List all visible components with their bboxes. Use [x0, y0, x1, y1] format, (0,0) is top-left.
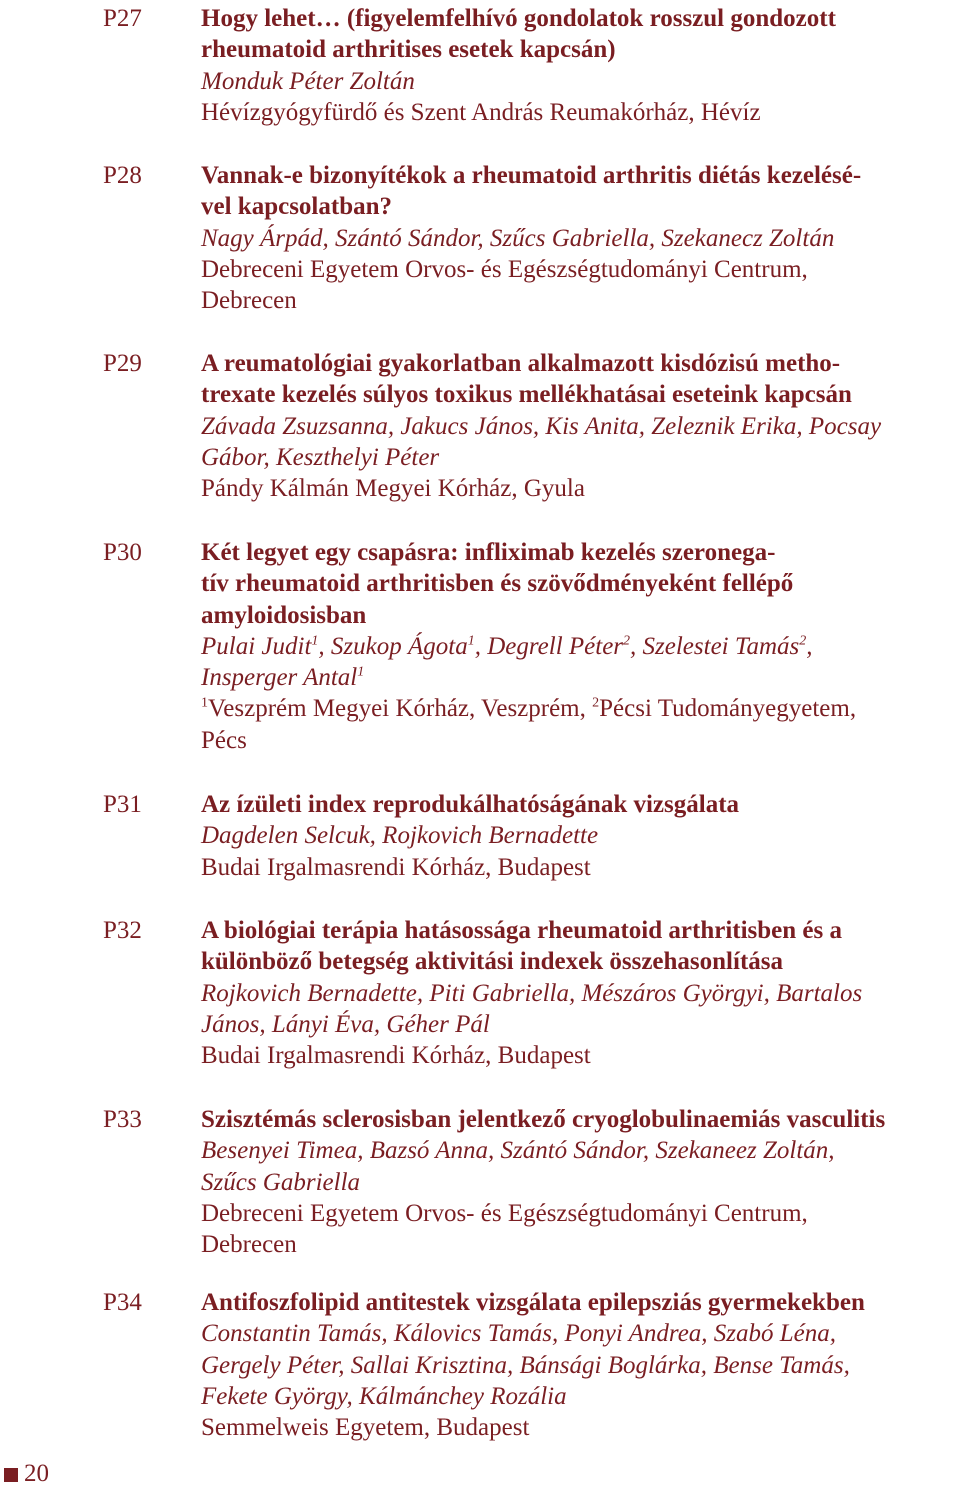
poster-authors: Rojkovich Bernadette, Piti Gabriella, Mészáros Györgyi, Bartalos János, Lányi Éva, Géher Pál	[201, 979, 863, 1038]
poster-authors: Pulai Judit$^1$, Szukop Ágota$^1$, Degrell Péter$^2$, Szelestei Tamás$^2$, Insperger Antal$^1$	[201, 632, 813, 692]
entry-body	[201, 160, 953, 316]
square-bullet-icon	[4, 1468, 18, 1482]
poster-institution: Debreceni Egyetem Orvos- és Egészségtudományi Centrum, Debrecen	[201, 1199, 808, 1259]
entry-body	[201, 789, 953, 883]
entry-body	[201, 537, 953, 756]
poster-authors: Besenyei Timea, Bazsó Anna, Szántó Sándor, Szekaneez Zoltán, Szűcs Gabriella	[201, 1137, 835, 1196]
poster-title: A reumatológiai gyakorlatban alkalmazott kisdózisú metho- trexate kezelés súlyos toxikus mellékhatásai eseteink kapcsán	[201, 350, 852, 409]
poster-institution: Budai Irgalmasrendi Kórház, Budapest	[201, 1042, 591, 1070]
poster-institution: Budai Irgalmasrendi Kórház, Budapest	[201, 853, 591, 881]
poster-title: Az ízületi index reprodukálhatóságának vizsgálata	[201, 791, 740, 818]
poster-title: Két legyet egy csapásra: infliximab kezelés szeronega- tív rheumatoid arthritisben és szövődményeként fellépő amyloidosisban	[201, 539, 794, 629]
poster-authors: Dagdelen Selcuk, Rojkovich Bernadette	[201, 822, 599, 850]
poster-code: P28	[103, 162, 142, 189]
poster-authors: Závada Zsuzsanna, Jakucs János, Kis Anita, Zeleznik Erika, Pocsay Gábor, Keszthelyi Péter	[201, 412, 882, 471]
poster-code: P29	[103, 350, 142, 377]
poster-institution: Debreceni Egyetem Orvos- és Egészségtudományi Centrum, Debrecen	[201, 255, 808, 315]
poster-authors: Constantin Tamás, Kálovics Tamás, Ponyi Andrea, Szabó Léna, Gergely Péter, Sallai Krisztina, Bánsági Boglárka, Bense Tamás, Fekete György, Kálmánchey Rozália	[201, 1320, 850, 1410]
poster-authors: Nagy Árpád, Szántó Sándor, Szűcs Gabriella, Szekanecz Zoltán	[201, 224, 835, 252]
poster-institution: Hévízgyógyfürdő és Szent András Reumakórház, Hévíz	[201, 98, 761, 126]
poster-code: P27	[103, 5, 142, 32]
page-footer	[0, 1460, 100, 1489]
page-number: 20	[24, 1460, 49, 1487]
entry-body	[201, 915, 953, 1071]
poster-code: P30	[103, 539, 142, 566]
poster-title: Szisztémás sclerosisban jelentkező cryoglobulinaemiás vasculitis	[201, 1106, 886, 1133]
poster-institution: Pándy Kálmán Megyei Kórház, Gyula	[201, 475, 585, 503]
poster-code: P34	[103, 1289, 142, 1316]
entry-body	[201, 1104, 953, 1260]
poster-code: P33	[103, 1106, 142, 1133]
entry-body	[201, 3, 953, 128]
poster-institution: $^1$Veszprém Megyei Kórház, Veszprém, $^2$Pécsi Tudományegyetem, Pécs	[201, 695, 857, 754]
poster-title: Antifoszfolipid antitestek vizsgálata epilepsziás gyermekekben	[201, 1289, 865, 1316]
poster-code: P31	[103, 791, 142, 818]
poster-code: P32	[103, 917, 142, 944]
poster-title: Vannak-e bizonyítékok a rheumatoid arthritis diétás kezelésé- vel kapcsolatban?	[201, 162, 862, 221]
poster-title: A biológiai terápia hatásossága rheumatoid arthritisben és a különböző betegség aktivitási indexek összehasonlítása	[201, 917, 842, 976]
entry-body	[201, 348, 953, 504]
poster-title: Hogy lehet… (figyelemfelhívó gondolatok rosszul gondozott rheumatoid arthritises esetek kapcsán)	[201, 5, 836, 64]
poster-authors: Monduk Péter Zoltán	[201, 67, 415, 95]
poster-institution: Semmelweis Egyetem, Budapest	[201, 1414, 530, 1442]
entry-body	[201, 1287, 953, 1443]
